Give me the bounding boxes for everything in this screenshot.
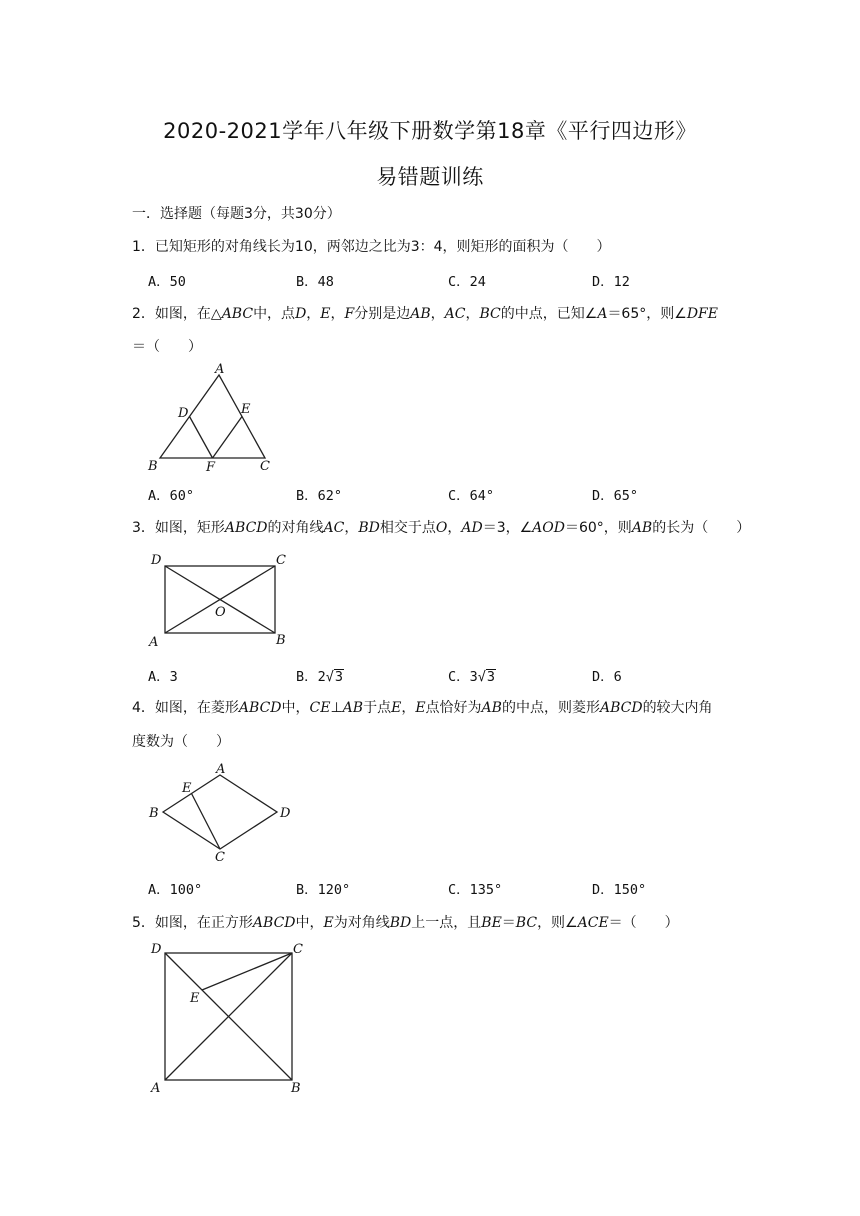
question-4-options [148, 878, 748, 898]
label-b: B [149, 806, 159, 821]
question-1-text: 1．已知矩形的对角线长为10，两邻边之比为3：4，则矩形的面积为（ ） [132, 239, 611, 255]
label-a: A [149, 635, 159, 650]
label-o: O [215, 605, 226, 620]
document-title: 2020-2021学年八年级下册数学第18章《平行四边形》 [163, 119, 697, 143]
label-e: E [182, 781, 192, 796]
label-a: A [216, 762, 226, 777]
q2-option-c[interactable]: C．64° [448, 488, 495, 504]
question-2-options [148, 484, 748, 504]
question-2-text: 2．如图，在△ABC中，点D，E，F分别是边AB，AC，BC的中点，已知∠A＝65°，则∠DFE [132, 306, 718, 322]
rhombus-abcd [163, 775, 277, 849]
label-b: B [148, 459, 158, 474]
question-4-text-line2: 度数为（ ） [132, 734, 230, 750]
question-2-triangle-figure [140, 358, 290, 478]
segment-ef [213, 417, 243, 459]
q2-option-b[interactable]: B．62° [296, 488, 343, 504]
q1-option-d[interactable]: D．12 [592, 274, 630, 290]
q3-option-c[interactable]: C．3√3 [448, 669, 496, 685]
segment-ce [192, 794, 221, 850]
label-c: C [293, 942, 303, 957]
q1-option-a[interactable]: A．50 [148, 274, 186, 290]
segment-ce [202, 953, 292, 990]
q3-option-b[interactable]: B．2√3 [296, 669, 344, 685]
question-5-text: 5．如图，在正方形ABCD中，E为对角线BD上一点，且BE＝BC，则∠ACE＝（ ） [132, 915, 679, 931]
label-e: E [190, 991, 200, 1006]
question-2-text-line2: ＝（ ） [132, 339, 202, 355]
label-d: D [178, 406, 189, 421]
label-d: D [151, 942, 162, 957]
q1-option-b[interactable]: B．48 [296, 274, 334, 290]
segment-df [190, 417, 213, 459]
label-d: D [151, 553, 162, 568]
label-e: E [241, 402, 251, 417]
q3-option-d[interactable]: D．6 [592, 669, 622, 685]
question-4-text: 4．如图，在菱形ABCD中，CE⊥AB于点E，E点恰好为AB的中点，则菱形ABCD的较大内角 [132, 700, 713, 716]
section-heading: 一．选择题（每题3分，共30分） [132, 206, 341, 222]
question-3-text: 3．如图，矩形ABCD的对角线AC，BD相交于点O，AD＝3，∠AOD＝60°，则AB的长为（ ） [132, 520, 751, 536]
q4-option-a[interactable]: A．100° [148, 882, 203, 898]
question-4-rhombus-figure [145, 760, 305, 865]
label-c: C [276, 553, 286, 568]
q2-option-a[interactable]: A．60° [148, 488, 195, 504]
label-a: A [215, 362, 225, 377]
question-5-square-figure [145, 938, 315, 1098]
q4-option-c[interactable]: C．135° [448, 882, 503, 898]
q4-option-d[interactable]: D．150° [592, 882, 647, 898]
label-b: B [276, 633, 286, 648]
label-c: C [215, 850, 225, 865]
document-subtitle: 易错题训练 [376, 165, 484, 189]
q4-option-b[interactable]: B．120° [296, 882, 351, 898]
label-c: C [260, 459, 270, 474]
q1-option-c[interactable]: C．24 [448, 274, 486, 290]
label-b: B [291, 1081, 301, 1096]
label-f: F [206, 460, 216, 475]
question-1-options [148, 270, 748, 290]
label-d: D [280, 806, 291, 821]
question-3-rectangle-figure [145, 548, 295, 648]
q2-option-d[interactable]: D．65° [592, 488, 639, 504]
q3-option-a[interactable]: A．3 [148, 669, 178, 685]
label-a: A [151, 1081, 161, 1096]
question-3-options [148, 665, 748, 685]
